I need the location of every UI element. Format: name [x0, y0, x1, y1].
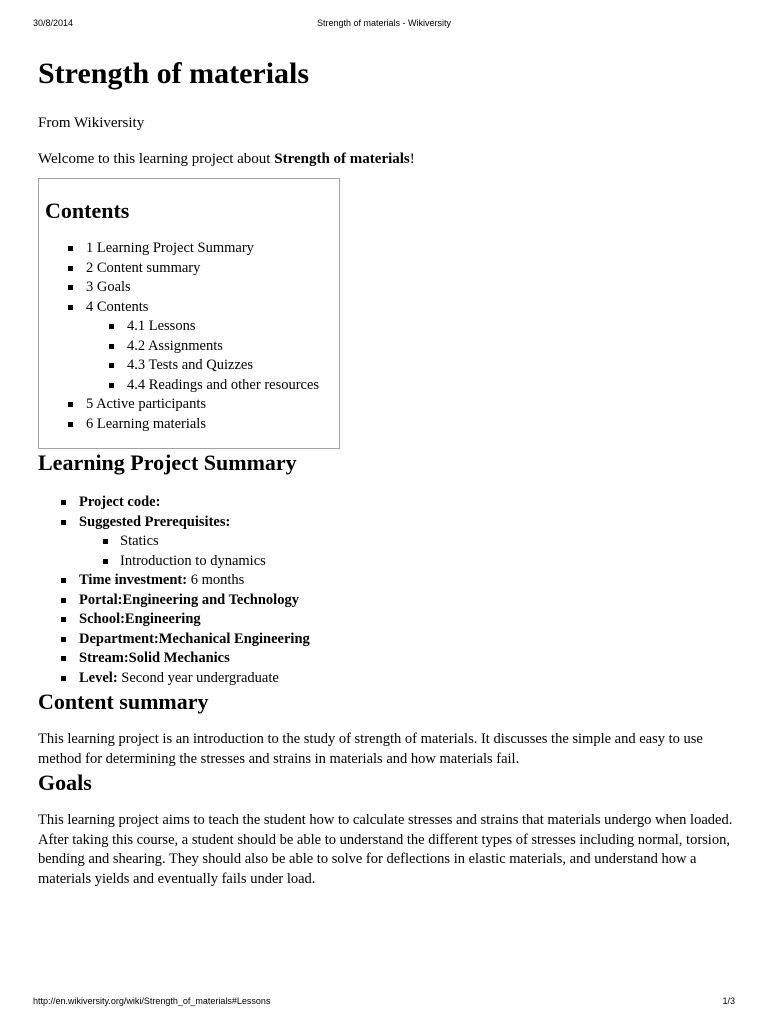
stream-link[interactable]: Stream:Solid Mechanics [79, 650, 230, 666]
article [38, 54, 738, 889]
department-link[interactable]: Department:Mechanical Engineering [79, 630, 310, 647]
print-title: Strength of materials - Wikiversity [316, 18, 452, 28]
prereq-label: Suggested Prerequisites: [79, 513, 231, 530]
time-value: 6 months [187, 572, 245, 588]
toc-item[interactable] [45, 395, 333, 415]
toc-subitem-label[interactable]: 4.4 Readings and other resources [127, 376, 320, 393]
list-item [38, 513, 738, 572]
toc-subitem-label[interactable]: 4.3 Tests and Quizzes [127, 357, 253, 373]
toc-item-label[interactable]: 1 Learning Project Summary [86, 240, 254, 256]
print-url: http://en.wikiversity.org/wiki/Strength_of_materials#Lessons [33, 996, 271, 1006]
content-summary-heading: Content summary [38, 689, 209, 714]
toc-item[interactable] [45, 298, 333, 396]
toc-subitem-label[interactable]: 4.2 Assignments [127, 337, 223, 354]
portal-link[interactable]: Portal:Engineering and Technology [79, 591, 299, 608]
list-item[interactable] [38, 649, 738, 669]
toc-sublist [86, 317, 333, 395]
print-date: 30/8/2014 [33, 18, 74, 28]
toc-item-label[interactable]: 3 Goals [86, 279, 131, 295]
welcome-prefix: Welcome to this learning project about [38, 151, 275, 167]
toc-subitem[interactable] [86, 317, 333, 337]
summary-heading: Learning Project Summary [38, 450, 297, 475]
toc-item[interactable] [45, 415, 333, 435]
toc-subitem[interactable] [86, 376, 333, 396]
prereq-list [79, 532, 738, 571]
toc-subitem[interactable] [86, 337, 333, 357]
welcome-suffix: ! [409, 151, 415, 167]
list-item[interactable] [38, 591, 738, 611]
toc-title: Contents [45, 198, 130, 223]
toc-item-label[interactable]: 5 Active participants [86, 396, 206, 412]
content-summary-text: This learning project is an introduction to the study of strength of materials. It discusses the simple and easy to use method for determining the stresses and strains in materials and how materials fail. [38, 731, 703, 767]
page-title: Strength of materials [38, 57, 310, 90]
list-item[interactable] [38, 630, 738, 650]
toc-item[interactable] [45, 278, 333, 298]
welcome-bold: Strength of materials [274, 151, 410, 167]
toc-item[interactable] [45, 239, 333, 259]
toc-item[interactable] [45, 259, 333, 279]
summary-list [38, 493, 738, 688]
table-of-contents [38, 178, 340, 449]
time-label: Time investment: [79, 572, 188, 588]
level-label: Level: [79, 669, 118, 686]
toc-item-label[interactable]: 4 Contents [86, 298, 149, 315]
school-link[interactable]: School:Engineering [79, 611, 201, 627]
prereq-link[interactable]: Introduction to dynamics [120, 552, 266, 569]
toc-subitem[interactable] [86, 356, 333, 376]
prereq-item[interactable] [79, 552, 738, 572]
level-value: Second year undergraduate [117, 669, 279, 686]
print-page-number: 1/3 [722, 996, 735, 1006]
list-item[interactable] [38, 610, 738, 630]
goals-text: This learning project aims to teach the student how to calculate stresses and strains that materials undergo when loaded. After taking this course, a student should be able to understand the different types of stresses including normal, torsion, bending and shearing. They should also be able to solve for deflections in elastic materials, and understand how a materials yields and eventually fails under load. [38, 812, 733, 887]
prereq-link[interactable]: Statics [120, 533, 159, 549]
list-item [38, 571, 738, 591]
goals-heading: Goals [38, 770, 92, 795]
list-item [38, 669, 738, 689]
toc-list [45, 239, 333, 434]
from-wikiversity: From Wikiversity [38, 115, 145, 131]
toc-subitem-label[interactable]: 4.1 Lessons [127, 318, 196, 334]
toc-item-label[interactable]: 2 Content summary [86, 259, 201, 276]
list-item [38, 493, 738, 513]
prereq-item[interactable] [79, 532, 738, 552]
project-code-label: Project code: [79, 494, 161, 510]
welcome-text [38, 150, 738, 168]
toc-item-label[interactable]: 6 Learning materials [86, 415, 206, 432]
